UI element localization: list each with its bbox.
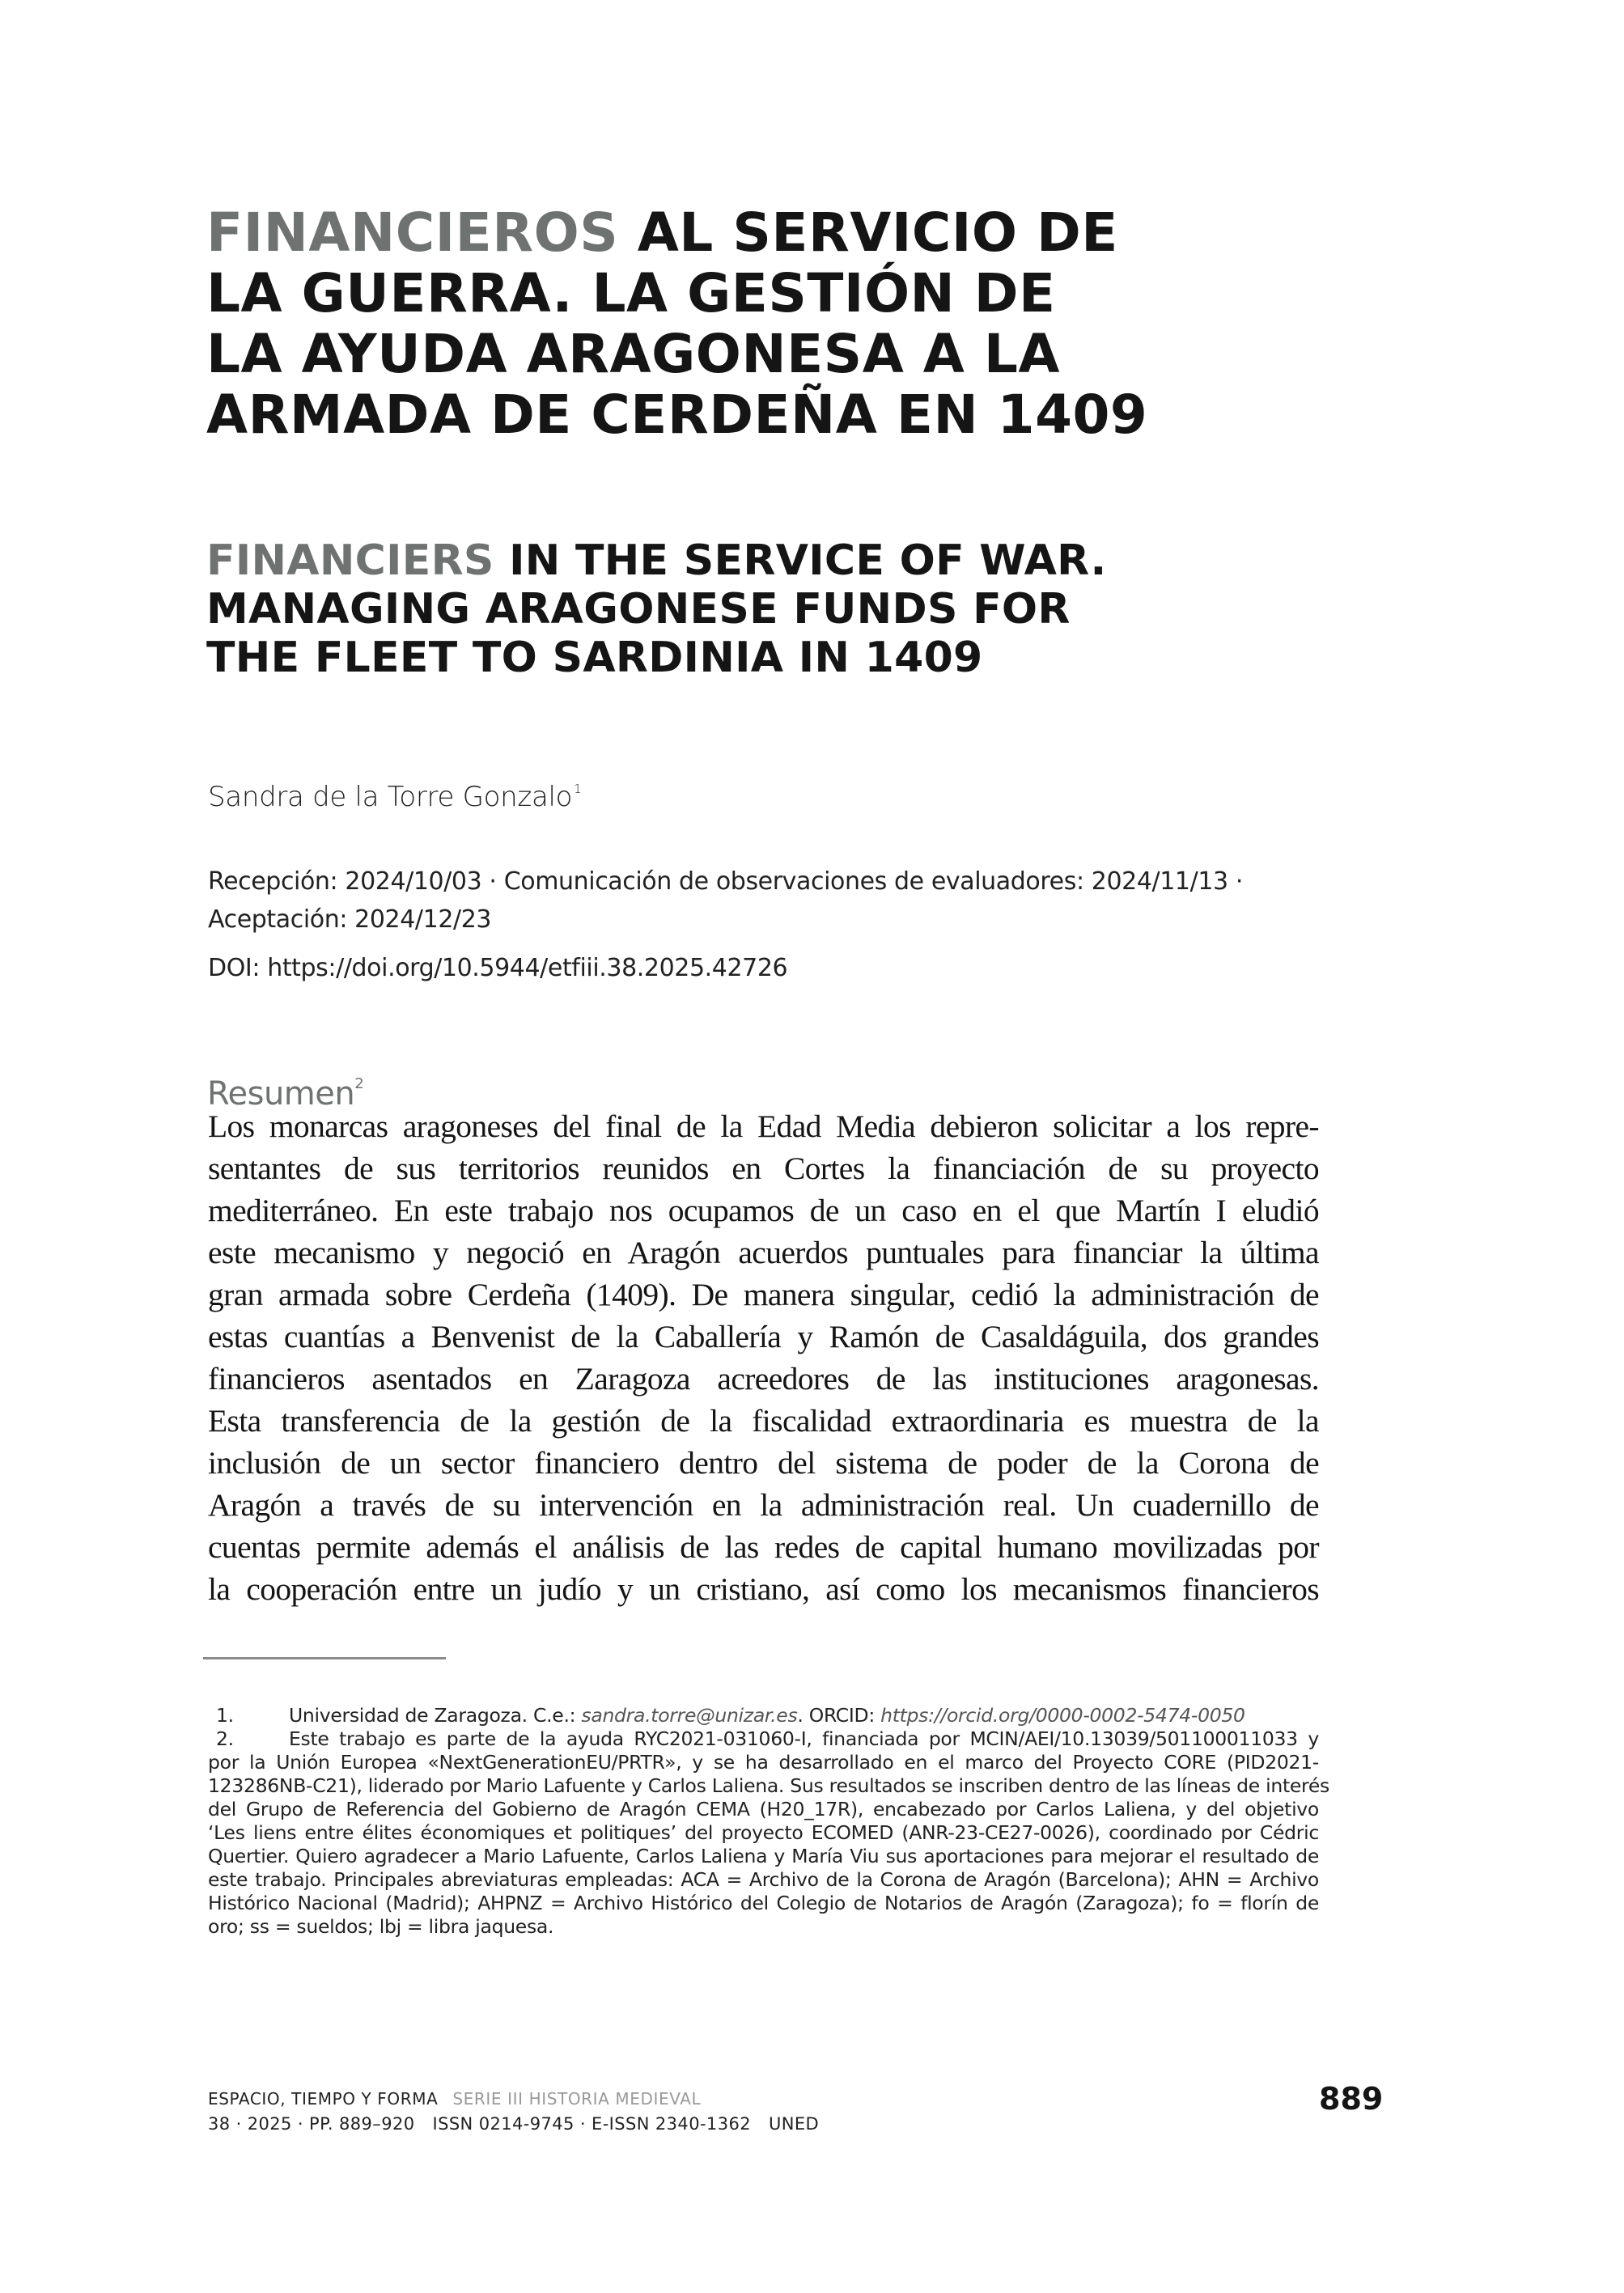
submission-dates <box>208 863 1341 939</box>
abstract-line: este mecanismo y negoció en Aragón acuerdos puntuales para financiar la última <box>208 1235 1319 1270</box>
footnote-2-line: del Grupo de Referencia del Gobierno de Aragón CEMA (H20_17R), encabezado por Carlos Laliena, y del objetivo <box>208 1798 1319 1820</box>
footnote-2-line: oro; ss = sueldos; lbj = libra jaquesa. <box>208 1915 554 1938</box>
title-es-line-4: ARMADA DE CERDEÑA EN 1409 <box>206 384 1148 446</box>
abstract-line: mediterráneo. En este trabajo nos ocupamos de un caso en el que Martín I eludió <box>208 1193 1319 1228</box>
footnote-ref-2[interactable]: 2 <box>354 1075 364 1092</box>
title-en-line-2: MANAGING ARAGONESE FUNDS FOR <box>206 585 1071 634</box>
abstract-line: Los monarcas aragoneses del final de la Edad Media debieron solicitar a los repre- <box>208 1108 1319 1144</box>
footnote-2-line: 123286NB-C21), liderado por Mario Lafuente y Carlos Laliena. Sus resultados se inscriben dentro de las líneas de interés <box>208 1774 1329 1797</box>
issue-info: 38 · 2025 · PP. 889–920 <box>208 2114 415 2134</box>
title-es-line-3: LA AYUDA ARAGONESA A LA <box>206 323 1060 385</box>
title-en-line-3: THE FLEET TO SARDINIA IN 1409 <box>206 634 983 682</box>
title-es-line-1: FINANCIEROS AL SERVICIO DE <box>206 201 1118 264</box>
footnotes <box>208 1704 1329 1939</box>
abstract-line: Esta transferencia de la gestión de la fiscalidad extraordinaria es muestra de la <box>208 1403 1319 1439</box>
footnote-2-line: este trabajo. Principales abreviaturas empleadas: ACA = Archivo de la Corona de Aragón (Barcelona); AHN = Archivo <box>208 1868 1319 1891</box>
page-number: 889 <box>1319 2081 1384 2117</box>
footnote-2-line: Quertier. Quiero agradecer a Mario Lafuente, Carlos Laliena y María Viu sus aportaciones para mejorar el resultado de <box>208 1845 1319 1867</box>
publisher: UNED <box>768 2114 820 2134</box>
abstract-body <box>208 1105 1319 1610</box>
abstract-line: la cooperación entre un judío y un cristiano, así como los mecanismos financieros <box>208 1571 1319 1607</box>
dates-line-1: Recepción: 2024/10/03 · Comunicación de observaciones de evaluadores: 2024/11/13 · <box>208 867 1243 896</box>
footnote-number: 2. <box>216 1727 234 1750</box>
journal-name: ESPACIO, TIEMPO Y FORMA <box>208 2089 439 2109</box>
title-es-accent: FINANCIEROS <box>206 201 619 264</box>
abstract-line: estas cuantías a Benvenist de la Caballería y Ramón de Casaldáguila, dos grandes <box>208 1319 1319 1354</box>
abstract-line: Aragón a través de su intervención en la administración real. Un cuadernillo de <box>208 1487 1319 1523</box>
footer-issue-line <box>208 2113 819 2135</box>
journal-series: SERIE III HISTORIA MEDIEVAL <box>452 2089 702 2109</box>
dates-line-2: Aceptación: 2024/12/23 <box>208 905 492 934</box>
footnote-separator <box>203 1657 446 1659</box>
article-title-es <box>206 202 1258 445</box>
doi-link[interactable]: DOI: https://doi.org/10.5944/etfiii.38.2025.42726 <box>208 954 788 982</box>
footnote-2-first-line: 2. Este trabajo es parte de la ayuda RYC2021-031060-I, financiada por MCIN/AEI/10.13039/501100011033 y <box>216 1727 1319 1750</box>
orcid-link[interactable]: https://orcid.org/0000-0002-5474-0050 <box>880 1704 1245 1727</box>
footnote-2-line: Histórico Nacional (Madrid); AHPNZ = Archivo Histórico del Colegio de Notarios de Aragón (Zaragoza); fo = florín de <box>208 1892 1319 1914</box>
abstract-line: financieros asentados en Zaragoza acreedores de las instituciones aragonesas. <box>208 1361 1319 1397</box>
footnote-2-line: por la Unión Europea «NextGenerationEU/PRTR», y se ha desarrollado en el marco del Proyecto CORE (PID2021- <box>208 1751 1319 1774</box>
article-title-en <box>206 536 1299 682</box>
footnote-number: 1. <box>216 1704 234 1727</box>
abstract-line: inclusión de un sector financiero dentro del sistema de poder de la Corona de <box>208 1445 1319 1481</box>
abstract-heading: Resumen$^2$ <box>207 1075 364 1113</box>
issn-info: ISSN 0214-9745 · E-ISSN 2340-1362 <box>432 2114 751 2134</box>
email-link[interactable]: sandra.torre@unizar.es <box>581 1704 798 1727</box>
author-name: Sandra de la Torre Gonzalo $^1$ <box>208 781 582 813</box>
title-en-line-1: FINANCIERS IN THE SERVICE OF WAR. <box>206 536 1107 585</box>
abstract-line: cuentas permite además el análisis de las redes de capital humano movilizadas por <box>208 1529 1319 1565</box>
footnote-2-line: ‘Les liens entre élites économiques et politiques’ del proyecto ECOMED (ANR-23-CE27-0026), coordinado por Cédric <box>208 1821 1319 1844</box>
footnote-1: 1. Universidad de Zaragoza. C.e.: sandra.torre@unizar.es. ORCID: https://orcid.org/0000-0002-5474-0050 <box>216 1704 1245 1727</box>
footnote-ref-1[interactable]: 1 <box>574 782 582 796</box>
title-es-line-2: LA GUERRA. LA GESTIÓN DE <box>206 262 1056 324</box>
abstract-line: sentantes de sus territorios reunidos en Cortes la financiación de su proyecto <box>208 1151 1319 1186</box>
title-en-accent: FINANCIERS <box>206 536 494 585</box>
abstract-line: gran armada sobre Cerdeña (1409). De manera singular, cedió la administración de <box>208 1277 1319 1312</box>
footer-journal-line <box>208 2089 701 2109</box>
